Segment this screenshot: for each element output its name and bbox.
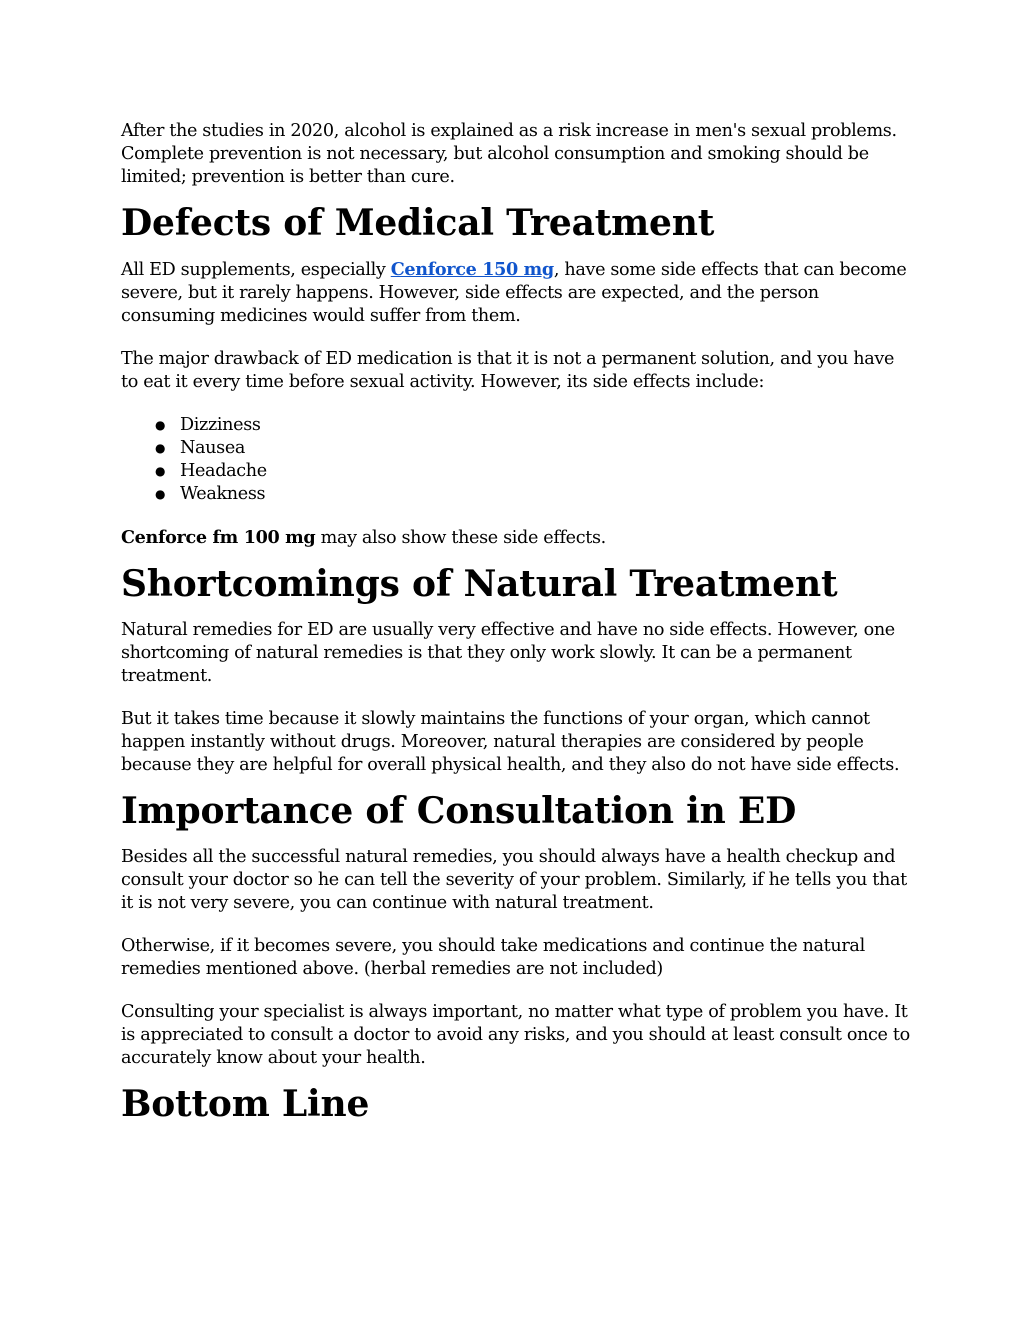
consult-paragraph-1: Besides all the successful natural remedies, you should always have a health checkup and consult your doctor so he can tell the severity of your problem. Similarly, if he tells you that it is not very severe, you can continue with natural treatment.	[121, 847, 907, 913]
cenforce-fm-100-label: Cenforce fm 100 mg	[121, 527, 316, 548]
list-item-label: Dizziness	[180, 415, 261, 435]
heading-bottom-line: Bottom Line	[121, 1083, 370, 1125]
cenforce-150-link[interactable]: Cenforce 150 mg	[390, 259, 554, 280]
bullet-icon: ●	[155, 441, 166, 455]
consult-paragraph-3: Consulting your specialist is always important, no matter what type of problem you have. It is appreciated to consult a doctor to avoid any risks, and you should at least consult once to accurately know about your health.	[121, 1002, 910, 1068]
bullet-icon: ●	[155, 418, 166, 432]
list-item	[121, 483, 911, 506]
defects-paragraph-1-text-before: All ED supplements, especially	[121, 260, 391, 280]
bullet-icon: ●	[155, 487, 166, 501]
natural-paragraph-1: Natural remedies for ED are usually very effective and have no side effects. However, one shortcoming of natural remedies is that they only work slowly. It can be a permanent treatment.	[121, 620, 895, 686]
consult-paragraph-2: Otherwise, if it becomes severe, you should take medications and continue the natural remedies mentioned above. (herbal remedies are not included)	[121, 936, 865, 979]
side-effects-list	[121, 414, 911, 506]
intro-paragraph: After the studies in 2020, alcohol is explained as a risk increase in men's sexual problems. Complete prevention is not necessary, but alcohol consumption and smoking should be limited; prevention is better than cure.	[121, 121, 897, 187]
heading-shortcomings-of-natural-treatment: Shortcomings of Natural Treatment	[121, 563, 838, 605]
list-item-label: Nausea	[180, 438, 246, 458]
bullet-icon: ●	[155, 464, 166, 478]
heading-defects-of-medical-treatment: Defects of Medical Treatment	[121, 202, 715, 244]
list-item	[121, 437, 911, 460]
defects-paragraph-2: The major drawback of ED medication is that it is not a permanent solution, and you have to eat it every time before sexual activity. However, its side effects include:	[121, 349, 895, 392]
document-page	[121, 120, 911, 1126]
defects-paragraph-3	[121, 526, 911, 550]
defects-paragraph-1-text-after: , have some side effects that can become severe, but it rarely happens. However, side effects are expected, and the person consuming medicines would suffer from them.	[121, 260, 907, 326]
list-item-label: Headache	[180, 461, 267, 481]
list-item-label: Weakness	[180, 484, 266, 504]
list-item	[121, 414, 911, 437]
natural-paragraph-2: But it takes time because it slowly maintains the functions of your organ, which cannot happen instantly without drugs. Moreover, natural therapies are considered by people because they are helpful for overall physical health, and they also do not have side effects.	[121, 709, 900, 775]
defects-paragraph-3-text: may also show these side effects.	[315, 528, 606, 548]
heading-importance-of-consultation: Importance of Consultation in ED	[121, 790, 797, 832]
defects-paragraph-1	[121, 258, 911, 328]
list-item	[121, 460, 911, 483]
